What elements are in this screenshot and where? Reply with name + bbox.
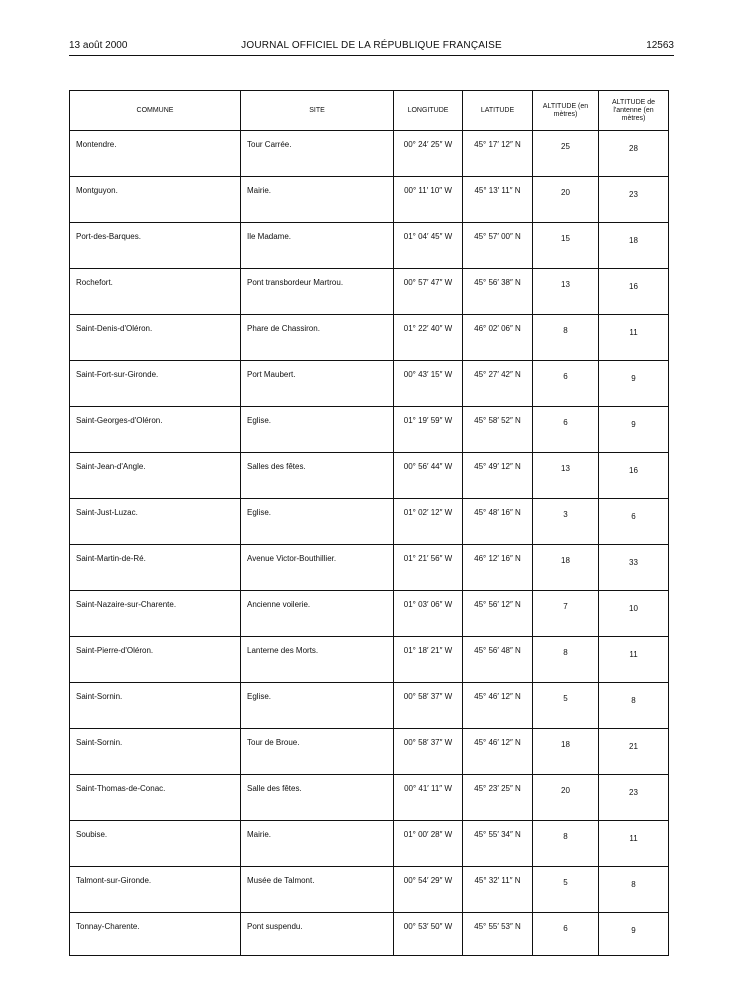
cell-commune [70, 775, 241, 821]
cell-altitude-text: 15 [561, 234, 570, 243]
cell-longitude-text: 00° 24′ 25″ W [403, 140, 453, 149]
table-row [70, 269, 669, 315]
cell-site [241, 913, 394, 956]
cell-commune-text: Port-des-Barques. [76, 232, 141, 241]
cell-latitude-text: 46° 02′ 06″ N [474, 324, 521, 333]
cell-latitude-text: 45° 32′ 11″ N [474, 876, 521, 885]
cell-longitude-text: 01° 00′ 28″ W [403, 830, 453, 839]
cell-site [241, 407, 394, 453]
cell-latitude [463, 867, 533, 913]
cell-latitude [463, 315, 533, 361]
cell-latitude [463, 591, 533, 637]
cell-altitude-text: 6 [563, 924, 568, 933]
cell-site-text: Musée de Talmont. [247, 876, 315, 885]
cell-altitude [533, 407, 599, 453]
cell-antenna-altitude-text: 11 [629, 834, 638, 843]
table-row [70, 821, 669, 867]
cell-site [241, 315, 394, 361]
cell-altitude-text: 8 [563, 648, 568, 657]
table-row [70, 407, 669, 453]
col-header-latitude: LATITUDE [463, 91, 533, 131]
page-header [69, 40, 674, 56]
col-header-longitude: LONGITUDE [394, 91, 463, 131]
cell-altitude [533, 775, 599, 821]
cell-latitude [463, 177, 533, 223]
cell-antenna-altitude [599, 867, 669, 913]
cell-site-text: Salle des fêtes. [247, 784, 302, 793]
cell-altitude-text: 7 [563, 602, 568, 611]
cell-commune [70, 913, 241, 956]
cell-commune-text: Rochefort. [76, 278, 113, 287]
col-header-altitude: ALTITUDE (en mètres) [533, 91, 599, 131]
cell-longitude-text: 01° 22′ 40″ W [403, 324, 453, 333]
cell-altitude [533, 361, 599, 407]
cell-longitude [394, 683, 463, 729]
cell-commune-text: Saint-Sornin. [76, 692, 123, 701]
cell-altitude [533, 637, 599, 683]
cell-altitude-text: 3 [563, 510, 568, 519]
cell-antenna-altitude-text: 18 [629, 236, 638, 245]
cell-site-text: Pont suspendu. [247, 922, 303, 931]
cell-site [241, 499, 394, 545]
table-row [70, 361, 669, 407]
cell-altitude-text: 18 [561, 556, 570, 565]
cell-site [241, 637, 394, 683]
cell-latitude-text: 45° 56′ 12″ N [474, 600, 521, 609]
cell-longitude [394, 637, 463, 683]
cell-antenna-altitude [599, 683, 669, 729]
cell-longitude [394, 545, 463, 591]
cell-longitude-text: 00° 57′ 47″ W [403, 278, 453, 287]
cell-antenna-altitude-text: 21 [629, 742, 638, 751]
cell-commune [70, 683, 241, 729]
table-row [70, 131, 669, 177]
cell-altitude [533, 499, 599, 545]
cell-site [241, 775, 394, 821]
cell-latitude-text: 45° 27′ 42″ N [474, 370, 521, 379]
cell-antenna-altitude-text: 23 [629, 190, 638, 199]
cell-antenna-altitude-text: 8 [631, 880, 636, 889]
journal-title: JOURNAL OFFICIEL DE LA RÉPUBLIQUE FRANÇAISE [241, 40, 502, 51]
cell-antenna-altitude [599, 131, 669, 177]
cell-commune-text: Saint-Martin-de-Ré. [76, 554, 146, 563]
cell-antenna-altitude-text: 16 [629, 466, 638, 475]
cell-longitude [394, 223, 463, 269]
cell-altitude [533, 269, 599, 315]
cell-longitude-text: 01° 04′ 45″ W [403, 232, 453, 241]
col-header-site: SITE [241, 91, 394, 131]
cell-antenna-altitude [599, 453, 669, 499]
cell-antenna-altitude-text: 8 [631, 696, 636, 705]
cell-latitude-text: 45° 13′ 11″ N [474, 186, 521, 195]
table-row [70, 223, 669, 269]
cell-site-text: Eglise. [247, 508, 272, 517]
cell-latitude-text: 45° 57′ 00″ N [474, 232, 521, 241]
cell-longitude-text: 01° 19′ 59″ W [403, 416, 453, 425]
cell-antenna-altitude [599, 315, 669, 361]
cell-latitude [463, 545, 533, 591]
cell-antenna-altitude [599, 775, 669, 821]
cell-latitude [463, 361, 533, 407]
col-header-antenna-altitude: ALTITUDE de l'antenne (en mètres) [599, 91, 669, 131]
cell-longitude [394, 775, 463, 821]
cell-commune [70, 223, 241, 269]
cell-commune-text: Tonnay-Charente. [76, 922, 140, 931]
cell-antenna-altitude-text: 9 [631, 374, 636, 383]
cell-commune-text: Saint-Jean-d'Angle. [76, 462, 146, 471]
cell-latitude [463, 269, 533, 315]
cell-latitude-text: 46° 12′ 16″ N [474, 554, 521, 563]
cell-longitude-text: 01° 03′ 06″ W [403, 600, 453, 609]
cell-longitude-text: 00° 11′ 10″ W [404, 186, 452, 195]
cell-commune [70, 407, 241, 453]
table-row [70, 775, 669, 821]
cell-site [241, 591, 394, 637]
table-row [70, 867, 669, 913]
cell-altitude [533, 913, 599, 956]
cell-longitude-text: 00° 43′ 15″ W [403, 370, 453, 379]
table-row [70, 591, 669, 637]
cell-antenna-altitude-text: 10 [629, 604, 638, 613]
cell-longitude [394, 729, 463, 775]
cell-commune-text: Soubise. [76, 830, 108, 839]
page-number: 12563 [646, 40, 674, 51]
cell-antenna-altitude [599, 223, 669, 269]
cell-antenna-altitude-text: 28 [629, 144, 638, 153]
cell-latitude [463, 499, 533, 545]
cell-antenna-altitude [599, 821, 669, 867]
cell-altitude-text: 8 [563, 326, 568, 335]
cell-altitude-text: 8 [563, 832, 568, 841]
cell-antenna-altitude-text: 9 [631, 420, 636, 429]
cell-site-text: Phare de Chassiron. [247, 324, 320, 333]
cell-latitude-text: 45° 17′ 12″ N [474, 140, 521, 149]
cell-altitude [533, 177, 599, 223]
cell-commune-text: Montguyon. [76, 186, 118, 195]
table-row [70, 729, 669, 775]
cell-altitude [533, 867, 599, 913]
cell-latitude-text: 45° 55′ 34″ N [474, 830, 521, 839]
cell-site [241, 821, 394, 867]
cell-latitude [463, 637, 533, 683]
cell-longitude-text: 00° 41′ 11″ W [404, 784, 452, 793]
cell-antenna-altitude [599, 407, 669, 453]
table-row [70, 177, 669, 223]
cell-commune [70, 637, 241, 683]
cell-latitude-text: 45° 56′ 48″ N [474, 646, 521, 655]
cell-altitude-text: 6 [563, 418, 568, 427]
cell-latitude-text: 45° 48′ 16″ N [474, 508, 521, 517]
cell-commune [70, 545, 241, 591]
cell-antenna-altitude [599, 177, 669, 223]
cell-site-text: Tour Carrée. [247, 140, 292, 149]
cell-site-text: Mairie. [247, 830, 272, 839]
cell-altitude-text: 18 [561, 740, 570, 749]
col-header-commune: COMMUNE [70, 91, 241, 131]
cell-longitude [394, 821, 463, 867]
cell-antenna-altitude [599, 591, 669, 637]
cell-antenna-altitude [599, 361, 669, 407]
cell-commune-text: Saint-Nazaire-sur-Charente. [76, 600, 177, 609]
table-row [70, 315, 669, 361]
issue-date: 13 août 2000 [69, 40, 128, 51]
cell-latitude [463, 407, 533, 453]
cell-site-text: Eglise. [247, 692, 272, 701]
cell-altitude [533, 223, 599, 269]
cell-longitude [394, 453, 463, 499]
cell-longitude-text: 00° 53′ 50″ W [403, 922, 453, 931]
cell-site-text: Ile Madame. [247, 232, 292, 241]
cell-commune [70, 177, 241, 223]
cell-longitude [394, 269, 463, 315]
cell-commune [70, 729, 241, 775]
cell-longitude [394, 131, 463, 177]
cell-commune-text: Saint-Georges-d'Oléron. [76, 416, 163, 425]
cell-site [241, 223, 394, 269]
cell-altitude-text: 20 [561, 786, 570, 795]
cell-altitude-text: 5 [563, 878, 568, 887]
cell-antenna-altitude [599, 499, 669, 545]
cell-altitude [533, 315, 599, 361]
cell-commune [70, 453, 241, 499]
cell-latitude [463, 775, 533, 821]
cell-commune [70, 499, 241, 545]
cell-altitude [533, 729, 599, 775]
cell-site [241, 867, 394, 913]
cell-longitude [394, 867, 463, 913]
cell-longitude-text: 01° 21′ 56″ W [403, 554, 453, 563]
cell-altitude [533, 591, 599, 637]
cell-site [241, 729, 394, 775]
cell-latitude [463, 913, 533, 956]
cell-commune-text: Saint-Pierre-d'Oléron. [76, 646, 154, 655]
table-header-row [70, 91, 669, 131]
cell-commune-text: Saint-Sornin. [76, 738, 123, 747]
table-row [70, 683, 669, 729]
cell-site-text: Port Maubert. [247, 370, 296, 379]
cell-longitude-text: 01° 18′ 21″ W [403, 646, 453, 655]
cell-commune-text: Saint-Denis-d'Oléron. [76, 324, 153, 333]
cell-site-text: Salles des fêtes. [247, 462, 306, 471]
cell-antenna-altitude-text: 11 [629, 650, 638, 659]
cell-commune [70, 131, 241, 177]
cell-site-text: Pont transbordeur Martrou. [247, 278, 344, 287]
cell-commune [70, 821, 241, 867]
cell-altitude-text: 25 [561, 142, 570, 151]
cell-commune-text: Talmont-sur-Gironde. [76, 876, 152, 885]
cell-commune [70, 867, 241, 913]
cell-altitude [533, 131, 599, 177]
cell-antenna-altitude-text: 16 [629, 282, 638, 291]
cell-commune [70, 591, 241, 637]
cell-site [241, 361, 394, 407]
cell-antenna-altitude-text: 11 [629, 328, 638, 337]
site-table [69, 90, 669, 956]
table-row [70, 637, 669, 683]
cell-altitude [533, 453, 599, 499]
cell-site-text: Avenue Victor-Bouthillier. [247, 554, 337, 563]
cell-latitude-text: 45° 56′ 38″ N [474, 278, 521, 287]
cell-latitude [463, 729, 533, 775]
cell-latitude-text: 45° 58′ 52″ N [474, 416, 521, 425]
cell-antenna-altitude [599, 913, 669, 956]
table-body [70, 131, 669, 956]
cell-altitude-text: 13 [561, 280, 570, 289]
table-row [70, 913, 669, 956]
table-row [70, 545, 669, 591]
cell-latitude [463, 821, 533, 867]
cell-longitude-text: 01° 02′ 12″ W [403, 508, 453, 517]
cell-longitude [394, 315, 463, 361]
cell-commune-text: Saint-Thomas-de-Conac. [76, 784, 166, 793]
cell-altitude [533, 683, 599, 729]
cell-latitude [463, 223, 533, 269]
table-row [70, 453, 669, 499]
cell-commune-text: Saint-Just-Luzac. [76, 508, 138, 517]
cell-antenna-altitude-text: 9 [631, 926, 636, 935]
cell-longitude-text: 00° 58′ 37″ W [403, 738, 453, 747]
cell-site-text: Lanterne des Morts. [247, 646, 319, 655]
cell-altitude [533, 821, 599, 867]
cell-site [241, 545, 394, 591]
cell-latitude [463, 453, 533, 499]
cell-site [241, 177, 394, 223]
cell-longitude [394, 913, 463, 956]
cell-latitude-text: 45° 55′ 53″ N [474, 922, 521, 931]
cell-latitude-text: 45° 46′ 12″ N [474, 738, 521, 747]
table-row [70, 499, 669, 545]
cell-altitude-text: 6 [563, 372, 568, 381]
cell-altitude [533, 545, 599, 591]
cell-site [241, 131, 394, 177]
cell-latitude [463, 683, 533, 729]
cell-site-text: Eglise. [247, 416, 272, 425]
cell-antenna-altitude [599, 545, 669, 591]
cell-antenna-altitude [599, 637, 669, 683]
cell-antenna-altitude-text: 23 [629, 788, 638, 797]
cell-site-text: Tour de Broue. [247, 738, 300, 747]
cell-longitude [394, 499, 463, 545]
cell-altitude-text: 20 [561, 188, 570, 197]
cell-antenna-altitude-text: 33 [629, 558, 638, 567]
cell-site-text: Mairie. [247, 186, 272, 195]
cell-latitude-text: 45° 49′ 12″ N [474, 462, 521, 471]
cell-longitude [394, 407, 463, 453]
cell-antenna-altitude-text: 6 [631, 512, 636, 521]
cell-commune [70, 361, 241, 407]
cell-altitude-text: 13 [561, 464, 570, 473]
cell-longitude [394, 361, 463, 407]
cell-site [241, 453, 394, 499]
cell-longitude-text: 00° 54′ 29″ W [403, 876, 453, 885]
cell-longitude [394, 591, 463, 637]
cell-site [241, 683, 394, 729]
cell-antenna-altitude [599, 729, 669, 775]
cell-latitude-text: 45° 23′ 25″ N [474, 784, 521, 793]
cell-latitude-text: 45° 46′ 12″ N [474, 692, 521, 701]
cell-antenna-altitude [599, 269, 669, 315]
cell-commune-text: Saint-Fort-sur-Gironde. [76, 370, 159, 379]
header-divider [69, 55, 674, 56]
cell-commune-text: Montendre. [76, 140, 117, 149]
cell-latitude [463, 131, 533, 177]
cell-longitude-text: 00° 56′ 44″ W [403, 462, 453, 471]
cell-commune [70, 315, 241, 361]
cell-site [241, 269, 394, 315]
cell-altitude-text: 5 [563, 694, 568, 703]
cell-longitude [394, 177, 463, 223]
cell-longitude-text: 00° 58′ 37″ W [403, 692, 453, 701]
cell-site-text: Ancienne voilerie. [247, 600, 311, 609]
cell-commune [70, 269, 241, 315]
